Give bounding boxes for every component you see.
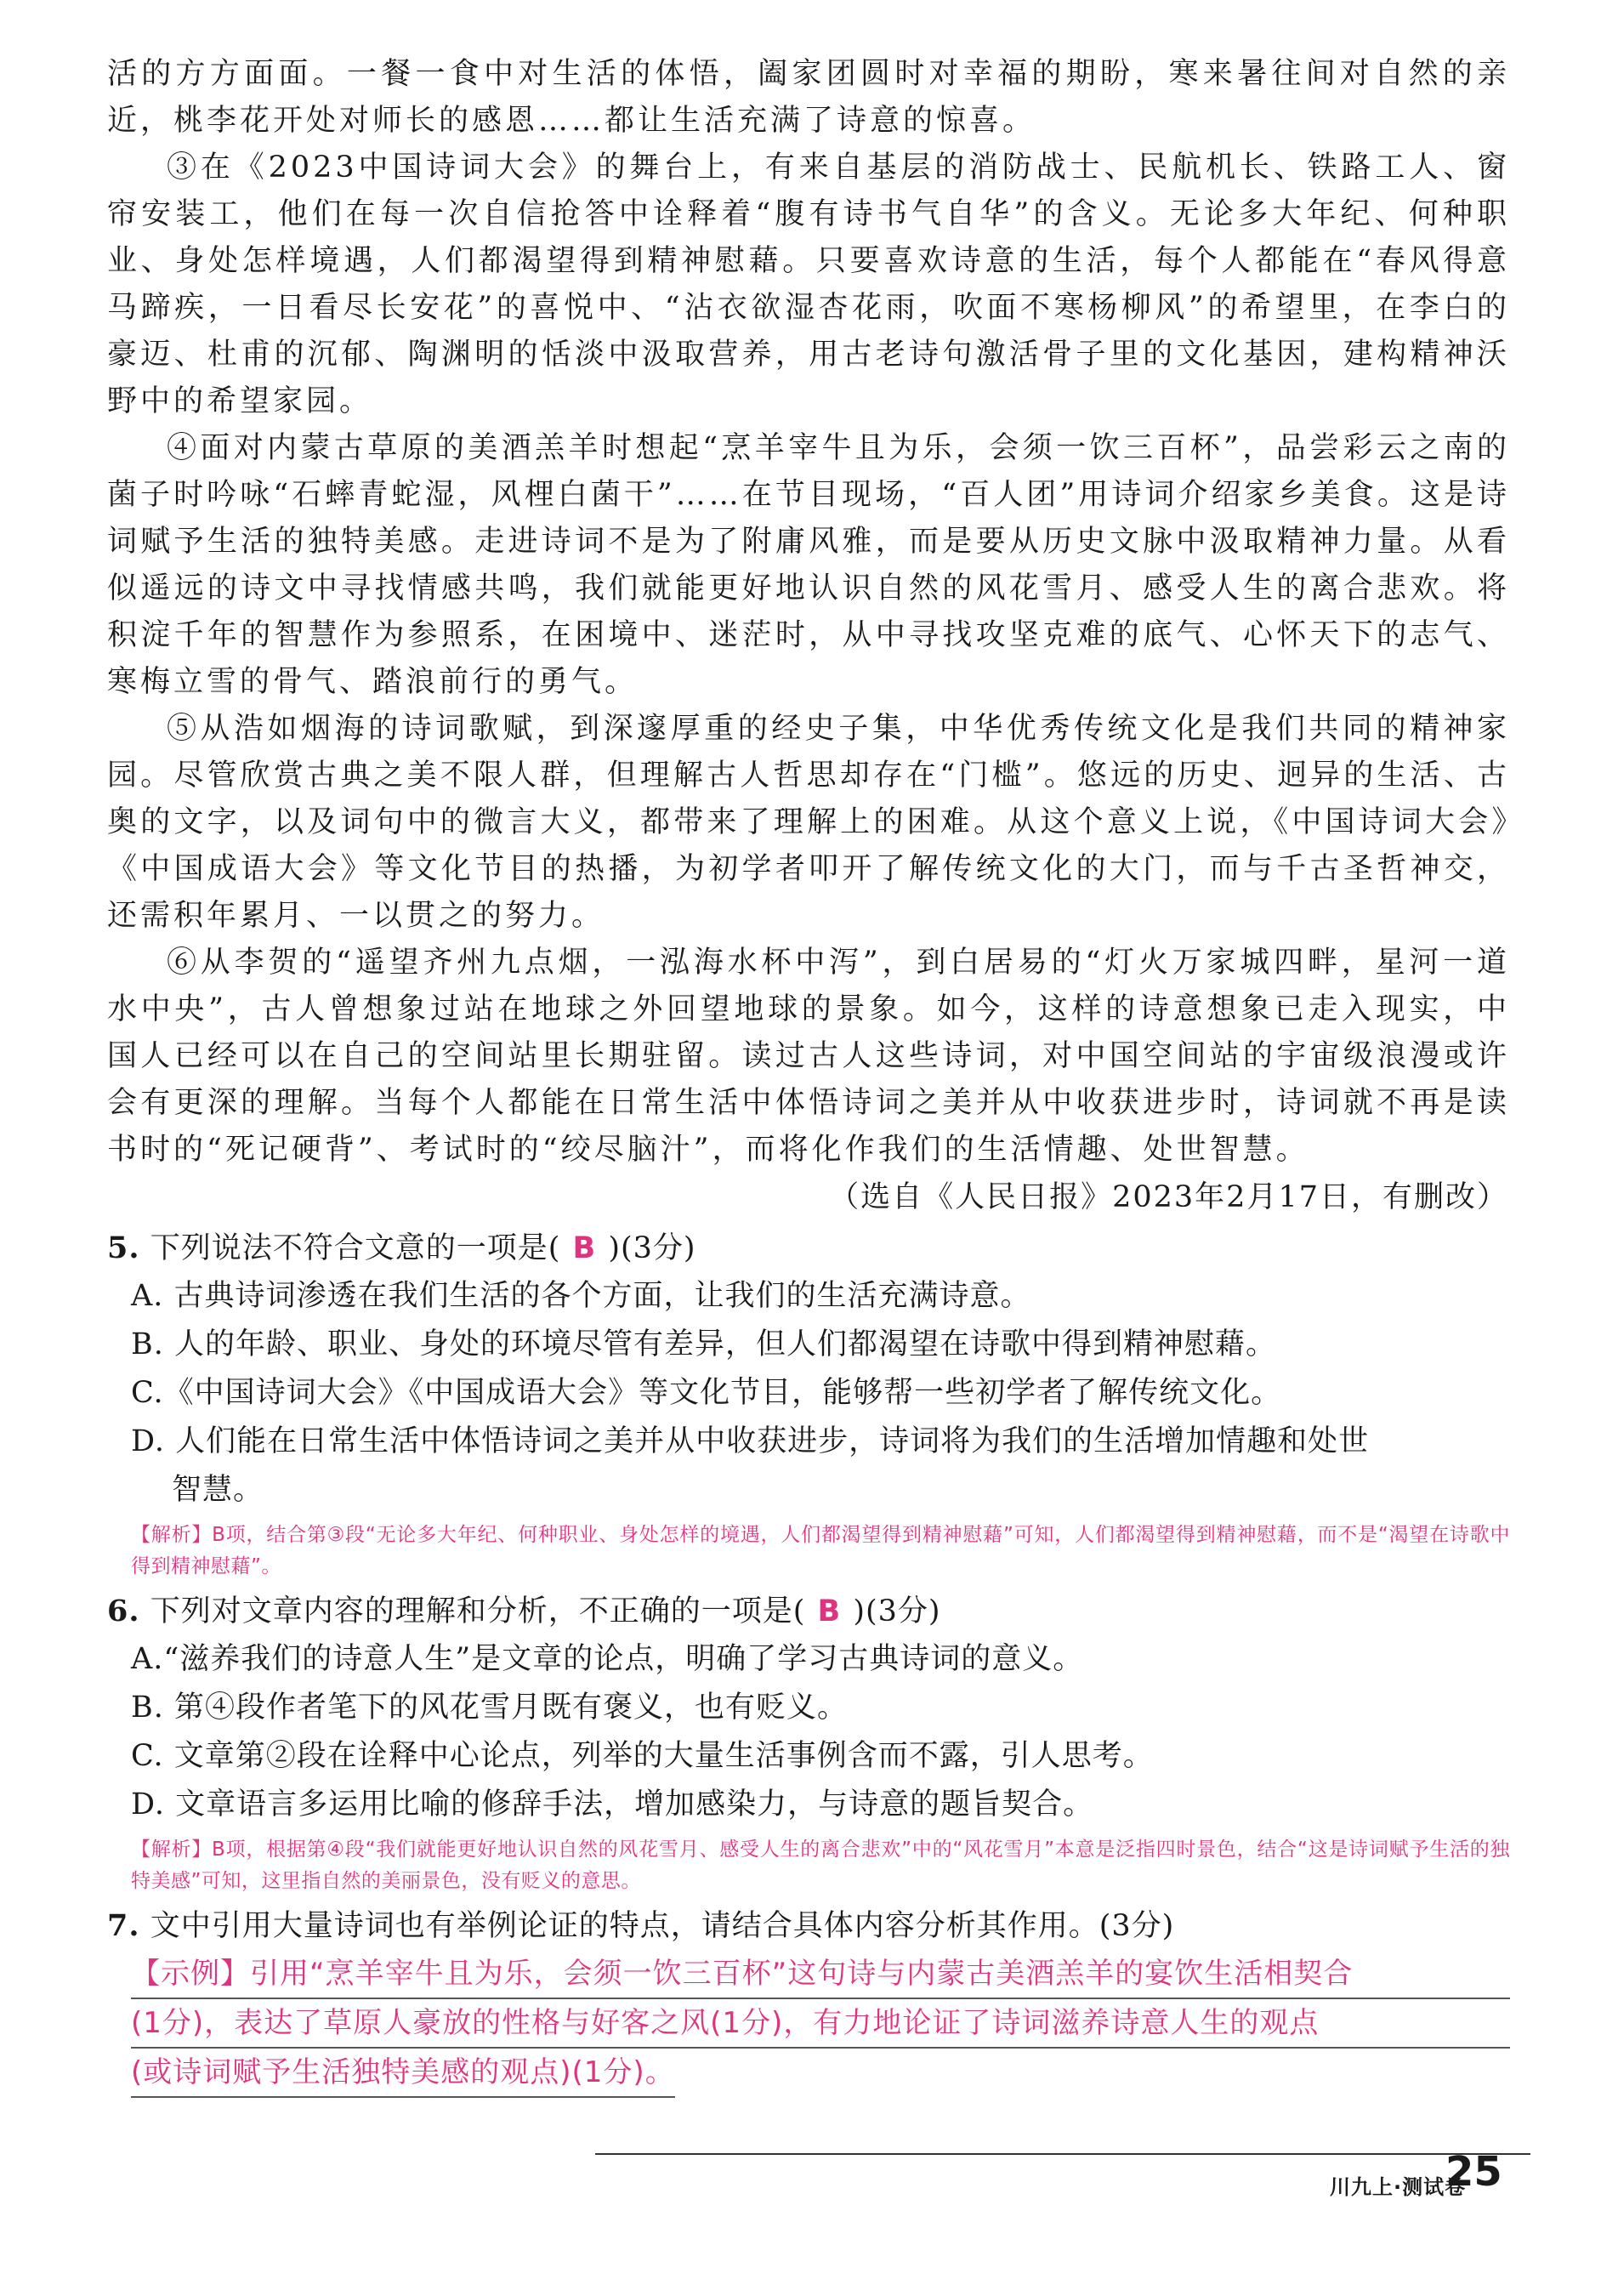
sample-answer-line-3: (或诗词赋予生活独特美感的观点)(1分)。 xyxy=(131,2049,675,2098)
question-6-stem xyxy=(107,1588,1510,1635)
question-number: 5. xyxy=(107,1230,140,1265)
option-d xyxy=(107,1418,1510,1515)
option-b: B. 第④段作者笔下的风花雪月既有褒义，也有贬义。 xyxy=(131,1691,848,1725)
sample-answer-line-2: (1分)，表达了草原人豪放的性格与好客之风(1分)，有力地论证了诗词滋养诗意人生的观点 xyxy=(131,1999,1510,2049)
option-c: C. 文章第②段在诠释中心论点，列举的大量生活事例含而不露，引人思考。 xyxy=(131,1739,1154,1773)
question-7-stem xyxy=(107,1902,1510,1950)
option-d-line-1: D. 人们能在日常生活中体悟诗词之美并从中收获进步，诗词将为我们的生活增加情趣和处世 xyxy=(131,1424,1370,1458)
article-paragraph-4: ④面对内蒙古草原的美酒羔羊时想起“烹羊宰牛且为乐，会须一饮三百杯”，品尝彩云之南的菌子时吟咏“石蟀青蛇湿，风梩白菌干”……在节目现场，“百人团”用诗词介绍家乡美食。这是诗词赋予生活的独特美感。走进诗词不是为了附庸风雅，而是要从历史文脉中汲取精神力量。从看似遥远的诗文中寻找情感共鸣，我们就能更好地认识自然的风花雪月、感受人生的离合悲欢。将积淀千年的智慧作为参照系，在困境中、迷茫时，从中寻找攻坚克难的底气、心怀天下的志气、寒梅立雪的骨气、踏浪前行的勇气。 xyxy=(107,431,1510,699)
option-b: B. 人的年龄、职业、身处的环境尽管有差异，但人们都渴望在诗歌中得到精神慰藉。 xyxy=(131,1327,1276,1361)
question-stem-text: 下列对文章内容的理解和分析，不正确的一项是( xyxy=(150,1594,806,1628)
sample-answer-line-1: 【示例】引用“烹羊宰牛且为乐，会须一饮三百杯”这句诗与内蒙古美酒羔羊的宴饮生活相契合 xyxy=(131,1950,1510,1999)
question-number: 6. xyxy=(107,1594,140,1628)
article-paragraph-5: ⑤从浩如烟海的诗词歌赋，到深邃厚重的经史子集，中华优秀传统文化是我们共同的精神家园。尽管欣赏古典之美不限人群，但理解古人哲思却存在“门槛”。悠远的历史、迥异的生活、古奥的文字，以及词句中的微言大义，都带来了理解上的困难。从这个意义上说，《中国诗词大会》《中国成语大会》等文化节目的热播，为初学者叩开了解传统文化的大门，而与千古圣哲神交，还需积年累月、一以贯之的努力。 xyxy=(107,712,1510,933)
sample-answer xyxy=(131,1950,1510,2098)
option-d: D. 文章语言多运用比喻的修辞手法，增加感染力，与诗意的题旨契合。 xyxy=(131,1787,1094,1821)
article-paragraph-continued: 活的方方面面。一餐一食中对生活的体悟，阖家团圆时对幸福的期盼，寒来暑往间对自然的亲近，桃李花开处对师长的感恩……都让生活充满了诗意的惊喜。 xyxy=(107,57,1510,138)
option-c: C.《中国诗词大会》《中国成语大会》等文化节目，能够帮一些初学者了解传统文化。 xyxy=(131,1376,1282,1410)
option-a: A.“滋养我们的诗意人生”是文章的论点，明确了学习古典诗词的意义。 xyxy=(131,1642,1084,1676)
article-source: （选自《人民日报》2023年2月17日，有删改） xyxy=(829,1180,1508,1214)
question-stem-text: 文中引用大量诗词也有举例论证的特点，请结合具体内容分析其作用。(3分) xyxy=(150,1909,1175,1943)
footer-divider xyxy=(595,2153,1530,2155)
question-stem-text: 下列说法不符合文意的一项是( xyxy=(150,1231,561,1265)
option-a: A. 古典诗词渗透在我们生活的各个方面，让我们的生活充满诗意。 xyxy=(131,1279,1031,1313)
article-paragraph-6: ⑥从李贺的“遥望齐州九点烟，一泓海水杯中泻”，到白居易的“灯火万家城四畔，星河一道水中央”，古人曾想象过站在地球之外回望地球的景象。如今，这样的诗意想象已走入现实，中国人已经可以在自己的空间站里长期驻留。读过古人这些诗词，对中国空间站的宇宙级浪漫或许会有更深的理解。当每个人都能在日常生活中体悟诗词之美并从中收获进步时，诗词就不再是读书时的“死记硬背”、考试时的“绞尽脑汁”，而将化作我们的生活情趣、处世智慧。 xyxy=(107,946,1510,1167)
page-content xyxy=(107,51,1510,2098)
answer-letter: B xyxy=(817,1594,842,1628)
question-points: )(3分) xyxy=(853,1594,941,1628)
article-paragraph-3: ③在《2023中国诗词大会》的舞台上，有来自基层的消防战士、民航机长、铁路工人、窗帘安装工，他们在每一次自信抢答中诠释着“腹有诗书气自华”的含义。无论多大年纪、何种职业、身处怎样境遇，人们都渴望得到精神慰藉。只要喜欢诗意的生活，每个人都能在“春风得意马蹄疾，一日看尽长安花”的喜悦中、“沾衣欲湿杏花雨，吹面不寒杨柳风”的希望里，在李白的豪迈、杜甫的沉郁、陶渊明的恬淡中汲取营养，用古老诗句激活骨子里的文化基因，建构精神沃野中的希望家园。 xyxy=(107,151,1510,418)
option-d-line-2: 智慧。 xyxy=(172,1473,264,1507)
question-points: )(3分) xyxy=(608,1231,696,1265)
analysis-note: 【解析】B项，根据第④段“我们就能更好地认识自然的风花雪月、感受人生的离合悲欢”中的“风花雪月”本意是泛指四时景色，结合“这是诗词赋予生活的独特美感”可知，这里指自然的美丽景色，没有贬义的意思。 xyxy=(131,1839,1510,1892)
page-number: 25 xyxy=(1445,2148,1502,2196)
question-number: 7. xyxy=(107,1908,140,1943)
question-7 xyxy=(107,1902,1510,2098)
question-5-stem xyxy=(107,1225,1510,1272)
analysis-note: 【解析】B项，结合第③段“无论多大年纪、何种职业、身处怎样的境遇，人们都渴望得到精神慰藉”可知，人们都渴望得到精神慰藉，而不是“渴望在诗歌中得到精神慰藉”。 xyxy=(131,1524,1510,1577)
footer-label: 川九上·测试卷 xyxy=(1330,2175,1467,2199)
question-6 xyxy=(107,1588,1510,1897)
answer-letter: B xyxy=(572,1231,597,1265)
question-5 xyxy=(107,1225,1510,1583)
